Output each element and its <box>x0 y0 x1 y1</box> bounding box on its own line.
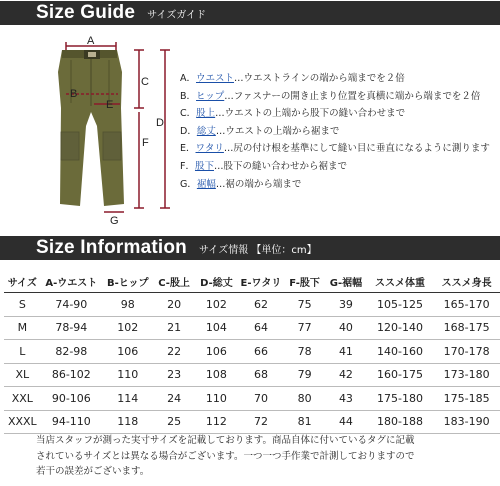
table-cell: 44 <box>325 410 366 434</box>
table-header: C-股上 <box>153 270 194 293</box>
table-cell: 168-175 <box>433 316 500 340</box>
table-cell: 25 <box>153 410 194 434</box>
table-cell: 140-160 <box>367 340 434 364</box>
table-cell: XL <box>4 363 41 387</box>
size-info-header <box>0 236 500 260</box>
table-cell: 74-90 <box>41 293 102 317</box>
table-cell: 118 <box>102 410 153 434</box>
label-a: A <box>87 35 95 47</box>
label-d: D <box>156 117 164 129</box>
table-cell: 110 <box>102 363 153 387</box>
size-info-title: Size Information <box>36 237 187 258</box>
table-cell: 23 <box>153 363 194 387</box>
table-cell: 175-180 <box>367 387 434 411</box>
table-cell: 64 <box>238 316 284 340</box>
table-cell: 62 <box>238 293 284 317</box>
table-cell: 40 <box>325 316 366 340</box>
table-cell: 20 <box>153 293 194 317</box>
label-g: G <box>110 215 119 227</box>
table-cell: 108 <box>195 363 238 387</box>
table-cell: 102 <box>102 316 153 340</box>
label-e: E <box>106 99 114 111</box>
table-cell: 81 <box>284 410 325 434</box>
table-cell: 41 <box>325 340 366 364</box>
table-cell: 170-178 <box>433 340 500 364</box>
table-header: ススメ体重 <box>367 270 434 293</box>
table-cell: 79 <box>284 363 325 387</box>
table-cell: 42 <box>325 363 366 387</box>
table-cell: 72 <box>238 410 284 434</box>
table-header: ススメ身長 <box>433 270 500 293</box>
table-cell: 70 <box>238 387 284 411</box>
note-line: 若干の誤差がございます。 <box>36 466 150 477</box>
table-cell: 180-188 <box>367 410 434 434</box>
table-row <box>4 387 500 411</box>
table-cell: 175-185 <box>433 387 500 411</box>
table-header: D-総丈 <box>195 270 238 293</box>
table-header: A-ウエスト <box>41 270 102 293</box>
label-f: F <box>142 137 149 149</box>
table-cell: 112 <box>195 410 238 434</box>
size-table <box>4 270 500 434</box>
measurement-legend <box>180 70 498 193</box>
table-cell: 68 <box>238 363 284 387</box>
table-cell: 90-106 <box>41 387 102 411</box>
table-cell: 22 <box>153 340 194 364</box>
legend-row: A．ウエスト…ウエストラインの端から端までを２倍 <box>180 73 405 84</box>
table-row <box>4 316 500 340</box>
table-row <box>4 363 500 387</box>
table-cell: 39 <box>325 293 366 317</box>
table-cell: 21 <box>153 316 194 340</box>
pants-measurement-figure <box>0 28 180 228</box>
table-cell: 82-98 <box>41 340 102 364</box>
table-cell: 114 <box>102 387 153 411</box>
table-cell: 94-110 <box>41 410 102 434</box>
table-header: サイズ <box>4 270 41 293</box>
table-cell: 78-94 <box>41 316 102 340</box>
table-cell: 86-102 <box>41 363 102 387</box>
table-cell: 77 <box>284 316 325 340</box>
table-cell: 80 <box>284 387 325 411</box>
note-line: されているサイズとは異なる場合がございます。一つ一つ手作業で計測しておりますので <box>36 450 415 462</box>
table-header-row <box>4 270 500 293</box>
table-cell: 102 <box>195 293 238 317</box>
note-line: 当店スタッフが測った実寸サイズを記載しております。商品自体に付いているタグに記載 <box>36 435 415 446</box>
label-b: B <box>70 88 78 100</box>
table-cell: 105-125 <box>367 293 434 317</box>
table-row <box>4 293 500 317</box>
table-row <box>4 410 500 434</box>
table-cell: S <box>4 293 41 317</box>
table-cell: XXXL <box>4 410 41 434</box>
table-cell: 24 <box>153 387 194 411</box>
size-guide-header <box>0 1 500 25</box>
table-cell: 120-140 <box>367 316 434 340</box>
size-guide-title: Size Guide <box>36 2 136 23</box>
table-cell: 66 <box>238 340 284 364</box>
measurement-note <box>36 433 498 480</box>
legend-row: B．ヒップ…ファスナーの開き止まり位置を真横に端から端までを２倍 <box>180 90 481 102</box>
table-cell: 98 <box>102 293 153 317</box>
table-cell: 75 <box>284 293 325 317</box>
table-header: B-ヒップ <box>102 270 153 293</box>
table-cell: 106 <box>195 340 238 364</box>
table-row <box>4 340 500 364</box>
table-cell: 160-175 <box>367 363 434 387</box>
table-cell: 165-170 <box>433 293 500 317</box>
table-cell: 183-190 <box>433 410 500 434</box>
table-cell: 78 <box>284 340 325 364</box>
table-header: F-股下 <box>284 270 325 293</box>
size-info-subtitle: サイズ情報 【単位：cm】 <box>199 245 317 256</box>
table-cell: L <box>4 340 41 364</box>
table-cell: M <box>4 316 41 340</box>
table-cell: 173-180 <box>433 363 500 387</box>
table-cell: 43 <box>325 387 366 411</box>
table-header: E-ワタリ <box>238 270 284 293</box>
table-cell: XXL <box>4 387 41 411</box>
legend-row: C．股上…ウエストの上端から股下の縫い合わせまで <box>180 108 406 120</box>
table-cell: 110 <box>195 387 238 411</box>
label-c: C <box>141 76 149 88</box>
size-guide-subtitle: サイズガイド <box>147 10 207 21</box>
table-header: G-裾幅 <box>325 270 366 293</box>
legend-row: E．ワタリ…尻の付け根を基準にして縫い目に垂直になるように測ります <box>180 143 490 155</box>
table-cell: 104 <box>195 316 238 340</box>
legend-row: F．股下…股下の縫い合わせから裾まで <box>180 160 347 172</box>
legend-row: G．裾幅…裾の端から端まで <box>180 178 302 190</box>
table-cell: 106 <box>102 340 153 364</box>
pants-image <box>58 50 124 206</box>
legend-row: D．総丈…ウエストの上端から裾まで <box>180 125 340 137</box>
